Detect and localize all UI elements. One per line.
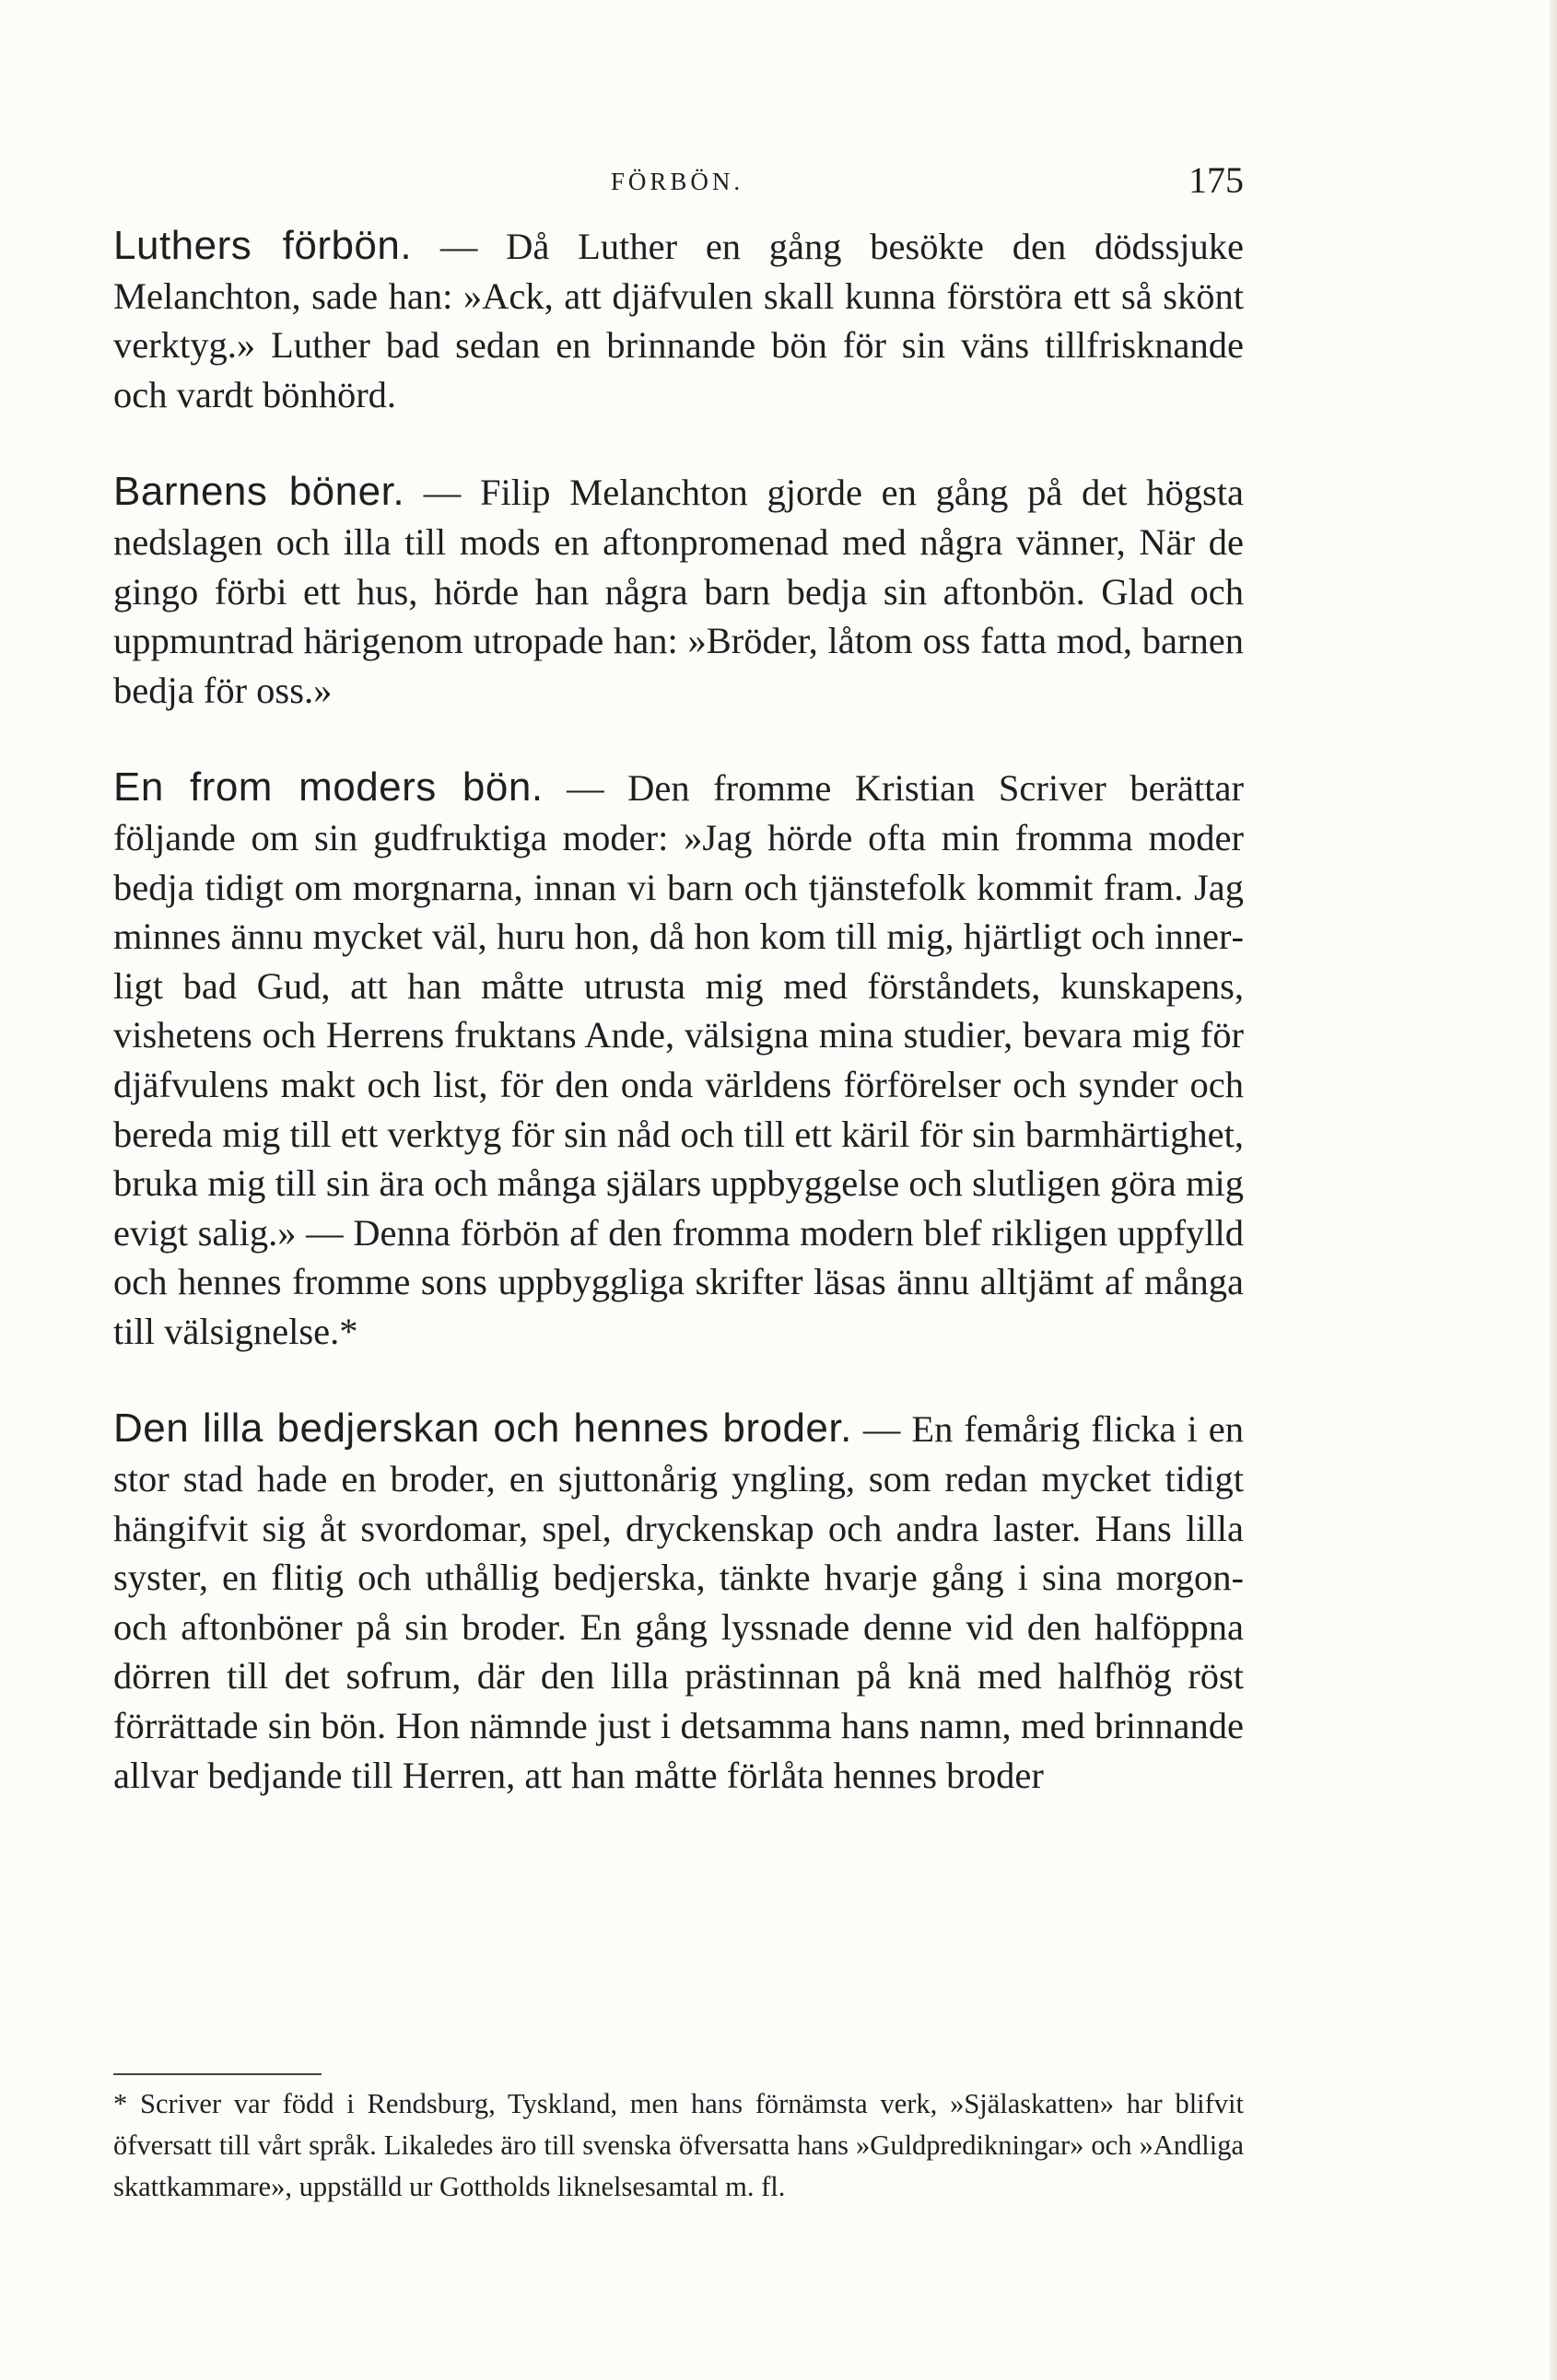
paragraph-luthers-forbon xyxy=(113,221,1244,419)
section-heading: Barnens böner. xyxy=(113,469,405,515)
section-heading: Luthers förbön. xyxy=(113,223,413,268)
paragraph-from-moders-bon xyxy=(113,763,1244,1356)
footnote-divider xyxy=(113,2073,322,2075)
page-edge xyxy=(1550,0,1557,2380)
page-number: 175 xyxy=(1188,159,1244,201)
paragraph-lilla-bedjerskan xyxy=(113,1404,1244,1800)
paragraph-body: — Filip Melanchton gjorde en gång på det högsta nedslagen och illa till mods en aftonpromenad med några vänner, När de gingo förbi ett hus, hörde han några barn bedja sin aftonbön. Glad och uppmuntrad härigenom utropade han: »Bröder, låtom oss fatta mod, barnen bedja för oss.» xyxy=(113,472,1244,711)
running-title: FÖRBÖN. xyxy=(610,168,744,195)
section-heading: Den lilla bedjerskan och hennes broder. xyxy=(113,1406,852,1452)
paragraph-body: — Då Luther en gång besökte den dödssjuke Melanchton, sade han: »Ack, att djäfvulen skall kunna förstöra ett så skönt verktyg.» Luther bad sedan en brinnande bön för sin väns tillfrisknande och vardt bönhörd. xyxy=(113,226,1244,415)
paragraph-barnens-boner xyxy=(113,467,1244,715)
footnote: * Scriver var född i Rendsburg, Tyskland, men hans förnämsta verk, »Själaskatten» har blifvit öfversatt till vårt språk. Likaledes äro till svenska öfversatta hans »Guldpredikningar» och »Andliga skattkammare», uppställd ur Gottholds liknelsesamtal m. fl. xyxy=(113,2088,1244,2202)
running-head xyxy=(111,158,1244,204)
paragraph-body: — Den fromme Kristian Scriver berättar följande om sin gudfruktiga moder: »Jag hörde ofta min fromma moder bedja tidigt om morgnarna, innan vi barn och tjänstefolk kommit fram. Jag minnes ännu mycket väl, huru hon, då hon kom till mig, hjärtligt och innerligt bad Gud, att han måtte utrusta mig med förståndets, kunskapens, vishetens och Herrens fruktans Ande, välsigna mina studier, bevara mig för djäfvulens makt och list, för den onda världens förförelser och synder och bereda mig till ett verktyg för sin nåd och till ett käril för sin barmhärtighet, bruka mig till sin ära och många själars uppbyggelse och slutligen göra mig evigt salig.» — Denna förbön af den fromma modern blef rikligen uppfylld och hennes fromme sons uppbyggliga skrifter läsas ännu alltjämt af många till välsignelse.* xyxy=(113,767,1244,1352)
section-heading: En from moders bön. xyxy=(113,764,544,811)
main-text xyxy=(113,221,1244,1800)
paragraph-body: — En femårig flicka i en stor stad hade en broder, en sjuttonårig yngling, som redan mycket tidigt hängifvit sig åt svordomar, spel, dryckenskap och andra laster. Hans lilla syster, en flitig och uthållig bedjerska, tänkte hvarje gång i sina morgon- och aftonböner på sin broder. En gång lyssnade denne vid den halföppna dörren till det sofrum, där den lilla prästinnan på knä med halfhög röst förrättade sin bön. Hon nämnde just i detsamma hans namn, med brinnande allvar bedjande till Herren, att han måtte förlåta hennes broder xyxy=(113,1408,1244,1796)
